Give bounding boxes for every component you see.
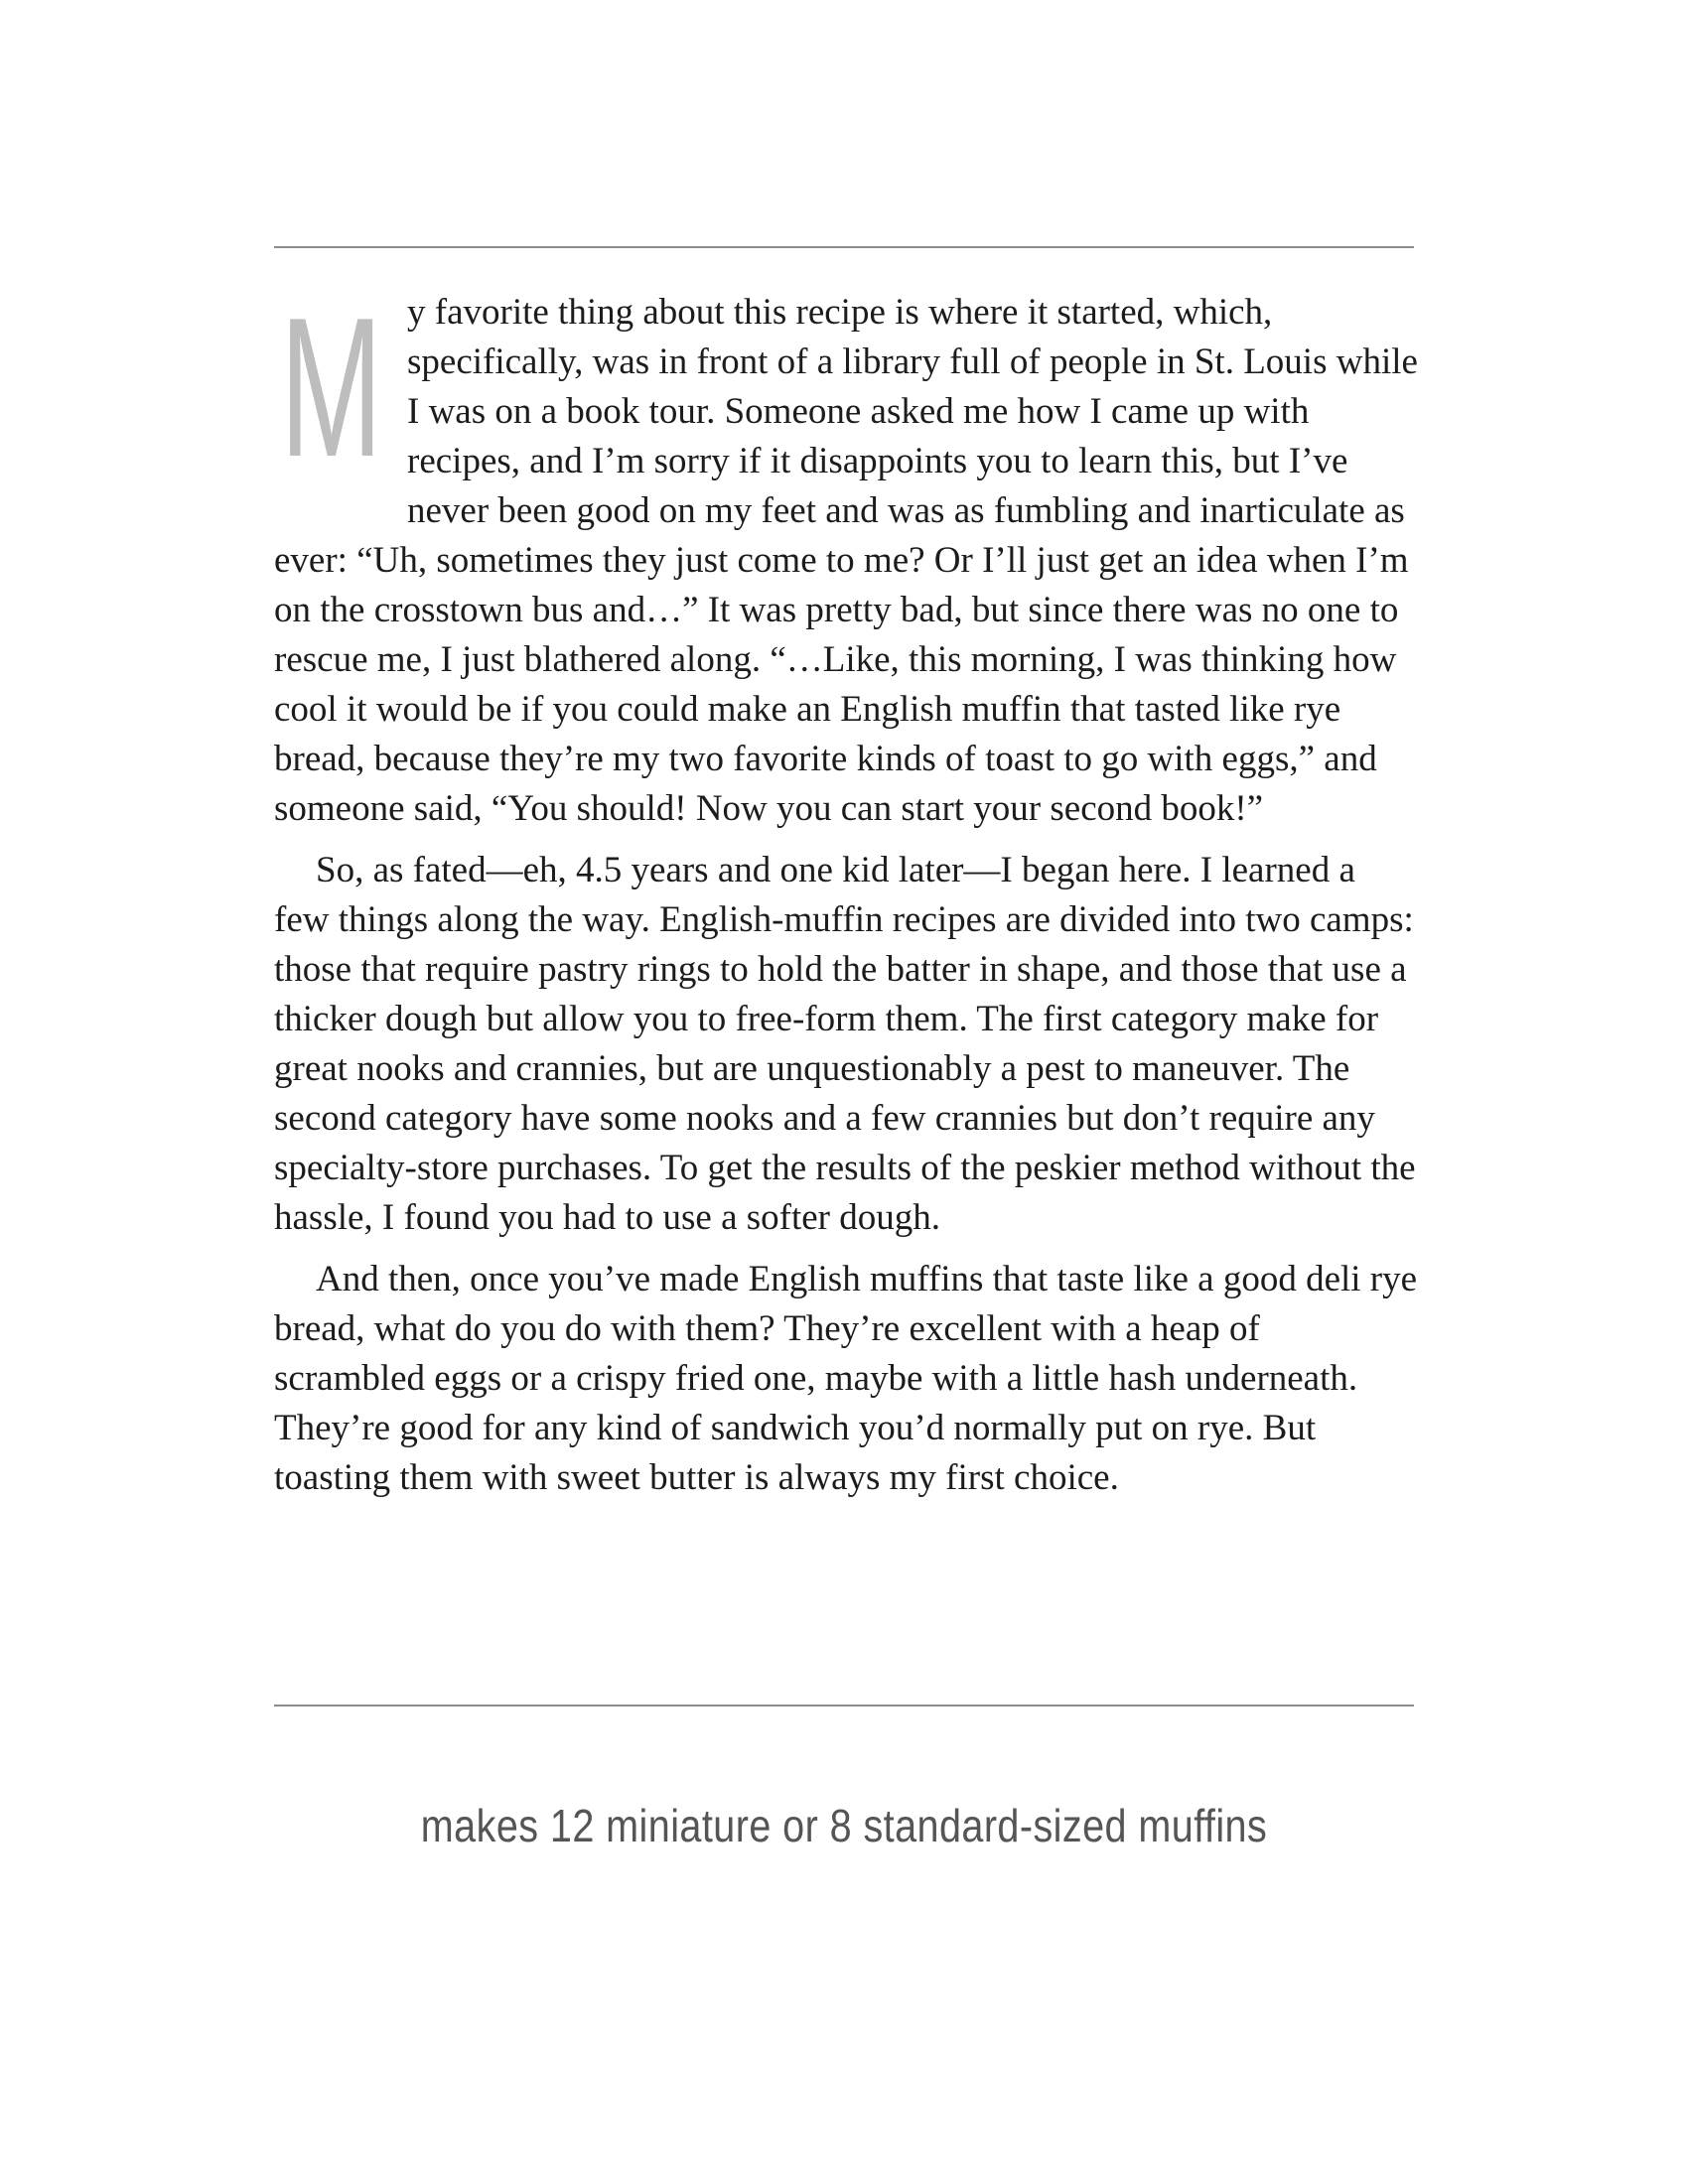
bottom-divider-rule [274,1705,1414,1706]
intro-paragraph-1-text: y favorite thing about this recipe is where it started, which, specifically, was in front of a library full of people in St. Louis while I was on a book tour. Someone asked me how I came up with recipes, and I’m sorry if it disappoints you to learn this, but I’ve never been good on my feet and was as fumbling and inarticulate as ever: “Uh, sometimes they just come to me? Or I’ll just get an idea when I’m on the crosstown bus and…” It was pretty bad, but since there was no one to rescue me, I just blathered along. “…Like, this morning, I was thinking how cool it would be if you could make an English muffin that tasted like rye bread, because they’re my two favorite kinds of toast to go with eggs,” and someone said, “You should! Now you can start your second book!” [274,292,1418,829]
recipe-intro [274,277,1418,1515]
intro-paragraph-3: And then, once you’ve made English muffins that taste like a good deli rye bread, what do you do with them? They’re excellent with a heap of scrambled eggs or a crispy fried one, maybe with a little hash underneath. They’re good for any kind of sandwich you’d normally put on rye. But toasting them with sweet butter is always my first choice. [274,1259,1418,1498]
intro-paragraph-2: So, as fated—eh, 4.5 years and one kid later—I began here. I learned a few things along the way. English-muffin recipes are divided into two camps: those that require pastry rings to hold the batter in shape, and those that use a thicker dough but allow you to free-form them. The first category make for great nooks and crannies, but are unquestionably a pest to maneuver. The second category have some nooks and a few crannies but don’t require any specialty-store purchases. To get the results of the peskier method without the hassle, I found you had to use a softer dough. [274,850,1416,1238]
top-divider-rule [274,246,1414,248]
drop-cap-letter: M [280,277,383,498]
intro-paragraph-1 [274,277,1418,834]
recipe-yield: makes 12 miniature or 8 standard-sized muffins [420,1800,1268,1851]
